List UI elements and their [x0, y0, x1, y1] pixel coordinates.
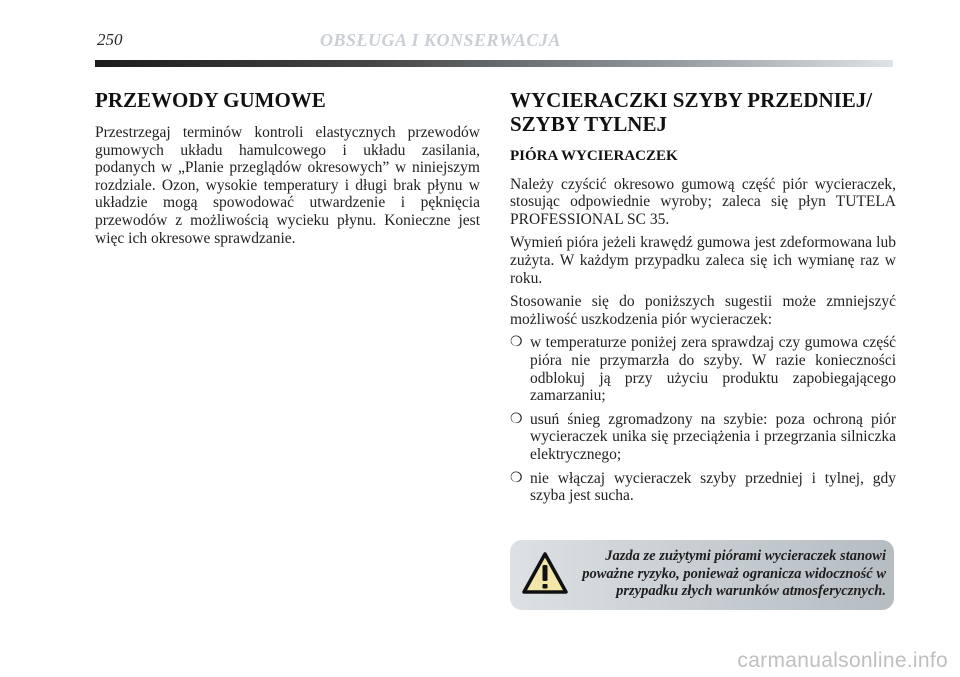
bullet-circle-icon: ❍	[510, 335, 523, 351]
warning-text: Jazda ze zużytymi piórami wycieraczek stanowi poważne ryzyko, ponieważ ogranicza widoczność w przypadku złych warunków atmosferycznych.	[582, 548, 886, 599]
section-title-hoses: PRZEWODY GUMOWE	[95, 88, 326, 112]
warning-box	[510, 540, 894, 610]
running-header-title: OBSŁUGA I KONSERWACJA	[320, 30, 561, 50]
subsection-title-blades: PIÓRA WYCIERACZEK	[510, 148, 678, 164]
watermark: carmanualsonline.info	[737, 649, 948, 672]
list-item	[510, 411, 896, 464]
list-item	[510, 470, 896, 505]
list-item	[510, 334, 896, 404]
suggestions-list	[510, 334, 896, 504]
warning-triangle-icon	[522, 551, 568, 595]
section-title-wipers: WYCIERACZKI SZYBY PRZEDNIEJ/ SZYBY TYLNEJ	[510, 88, 873, 136]
page-number: 250	[97, 30, 123, 49]
bullet-circle-icon: ❍	[510, 470, 523, 486]
right-column	[510, 88, 896, 511]
hoses-paragraph: Przestrzegaj terminów kontroli elastycznych przewodów gumowych układu hamulcowego i układu zasilania, podanych w „Planie przeglądów okresowych” w niniejszym rozdziale. Ozon, wysokie temperatury i długi brak płynu w układzie mogą spowodować utwardzenie i pęknięcia przewodów z możliwością wycieku płynu. Konieczne jest więc ich okresowe sprawdzanie.	[95, 124, 480, 247]
blades-paragraph-suggestions: Stosowanie się do poniższych sugestii może zmniejszyć możliwość uszkodzenia piór wycieraczek:	[510, 293, 896, 328]
list-item-text: nie włączaj wycieraczek szyby przedniej i tylnej, gdy szyba jest sucha.	[530, 469, 896, 505]
left-column	[95, 88, 480, 253]
blades-paragraph-replace: Wymień pióra jeżeli krawędź gumowa jest zdeformowana lub zużyta. W każdym przypadku zaleca się ich wymianę raz w roku.	[510, 234, 896, 287]
bullet-circle-icon: ❍	[510, 411, 523, 427]
list-item-text: w temperaturze poniżej zera sprawdzaj czy gumowa część pióra nie przymarzła do szyby. W razie konieczności odblokuj ją przy użyciu produktu zapobiegającego zamarzaniu;	[530, 334, 896, 405]
list-item-text: usuń śnieg zgromadzony na szybie: poza ochroną piór wycieraczek unika się przeciążenia i przegrzania silniczka elektrycznego;	[530, 410, 896, 463]
header-rule	[95, 60, 893, 67]
blades-paragraph-cleaning: Należy czyścić okresowo gumową część piór wycieraczek, stosując odpowiednie wyroby; zaleca się płyn TUTELA PROFESSIONAL SC 35.	[510, 175, 896, 228]
